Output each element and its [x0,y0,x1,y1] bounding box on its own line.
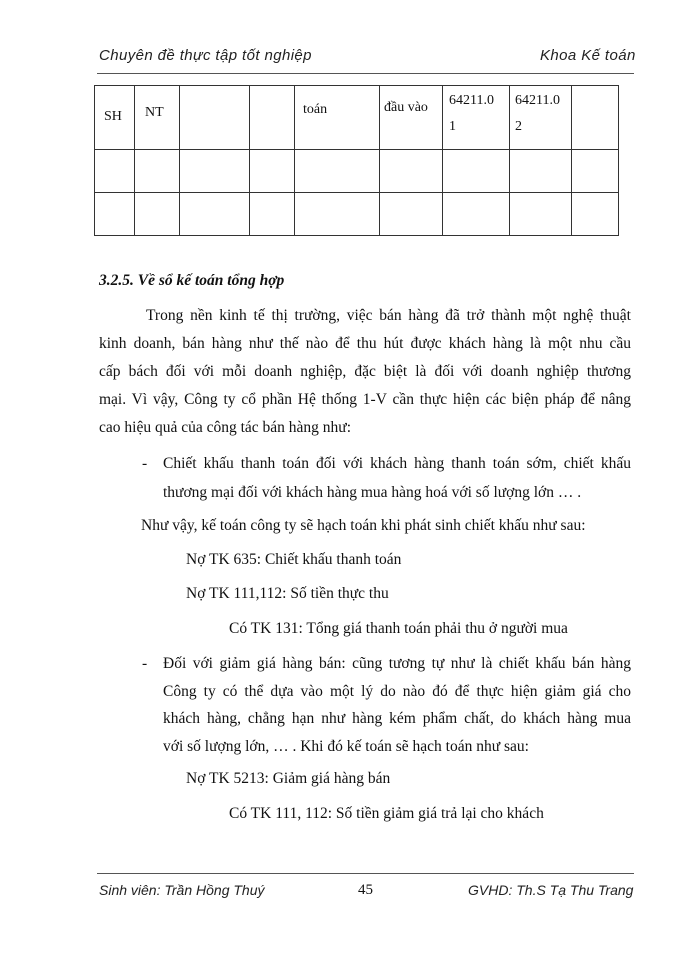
table-cell-sh: SH [104,109,122,124]
bullet-line: Công ty có thể dựa vào một lý do nào đó để thực hiện giảm giá cho [163,683,631,700]
header-faculty: Khoa Kế toán [540,47,636,64]
table-cell-nt: NT [145,105,164,120]
journal-debit-line: Nợ TK 5213: Giảm giá hàng bán [186,770,391,787]
table-cell-thanh-toan: toán [303,102,328,117]
table-cell-account-2-line2: 2 [515,119,522,134]
bullet-line: Chiết khấu thanh toán đối với khách hàng thanh toán sớm, chiết khấu [163,455,631,472]
bullet-line: khách hàng, chẳng hạn như hàng kém phẩm chất, do khách hàng mua [163,710,631,727]
paragraph-line: kinh doanh, bán hàng như thế nào để thu hút được khách hàng là một nhu cầu [99,335,631,352]
table-row [95,193,619,236]
bullet-line: thương mại đối với khách hàng mua hàng hoá với số lượng lớn … . [163,484,582,501]
table-row [95,150,619,193]
footer-student: Sinh viên: Trần Hồng Thuý [99,882,265,898]
paragraph-line: mại. Vì vậy, Công ty cổ phần Hệ thống 1-V cần thực hiện các biện pháp để nâng [99,391,631,408]
bullet-dash: - [142,655,148,672]
header-title: Chuyên đề thực tập tốt nghiệp [99,47,312,64]
table-row [95,86,619,150]
footer-advisor: GVHD: Th.S Tạ Thu Trang [468,882,634,898]
paragraph-line: Như vậy, kế toán công ty sẽ hạch toán khi phát sinh chiết khấu như sau: [141,517,586,534]
journal-credit-line: Có TK 131: Tổng giá thanh toán phải thu ở người mua [229,620,568,637]
paragraph-line: cấp bách đối với mỗi doanh nghiệp, đặc biệt là đối với doanh nghiệp thương [99,363,631,380]
paragraph-line: cao hiệu quả của công tác bán hàng như: [99,419,351,436]
paragraph-line: Trong nền kinh tế thị trường, việc bán hàng đã trở thành một nghệ thuật [146,307,631,324]
section-heading: 3.2.5. Về sổ kế toán tổng hợp [99,272,285,289]
table-cell-dau-vao: đầu vào [384,100,428,115]
journal-debit-line: Nợ TK 635: Chiết khấu thanh toán [186,551,402,568]
header-rule [97,73,634,74]
bullet-dash: - [142,455,148,472]
table-cell-account-2-line1: 64211.0 [515,93,560,108]
table-cell-account-1-line1: 64211.0 [449,93,494,108]
table-cell-account-1-line2: 1 [449,119,456,134]
bullet-line: Đối với giảm giá hàng bán: cũng tương tự như là chiết khấu bán hàng [163,655,631,672]
ledger-table [94,85,619,236]
journal-debit-line: Nợ TK 111,112: Số tiền thực thu [186,585,389,602]
bullet-line: với số lượng lớn, … . Khi đó kế toán sẽ hạch toán như sau: [163,738,529,755]
page-number: 45 [358,882,373,898]
footer-rule [97,873,634,874]
journal-credit-line: Có TK 111, 112: Số tiền giảm giá trả lại cho khách [229,805,544,822]
